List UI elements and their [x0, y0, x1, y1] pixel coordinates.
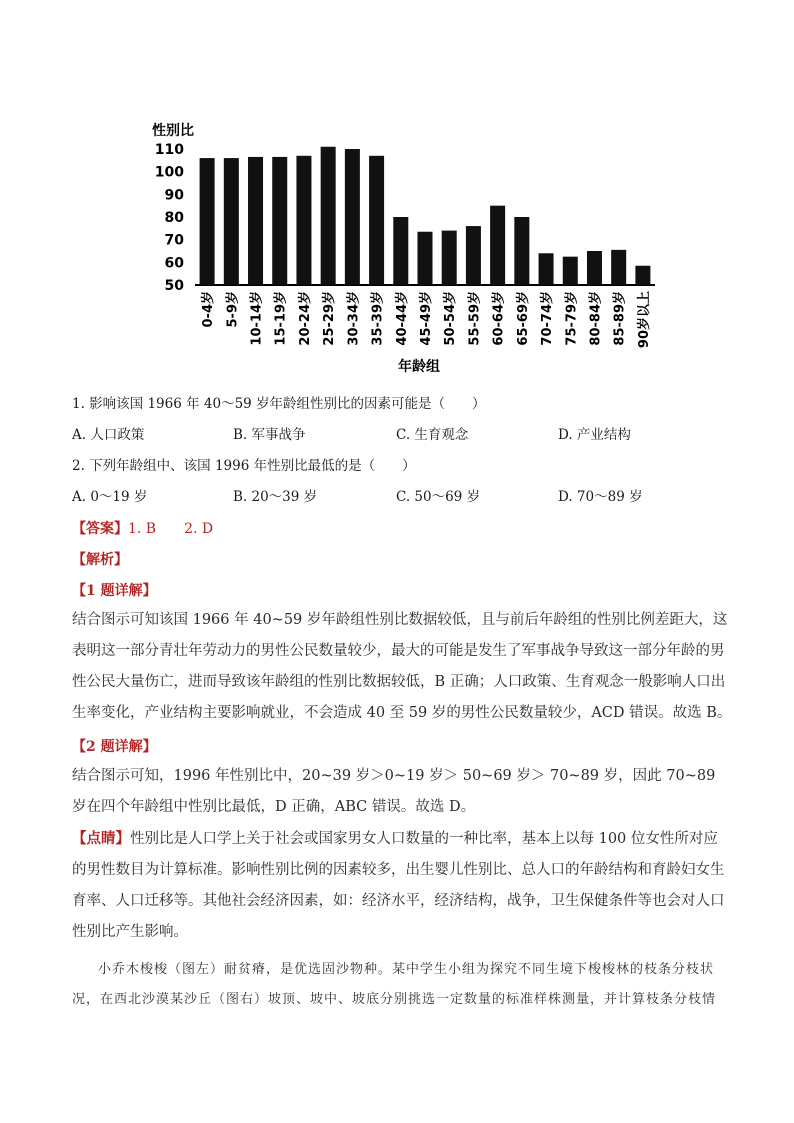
q2-option-b[interactable]: B. 20～39 岁 [233, 489, 318, 505]
y-tick-label: 60 [164, 255, 184, 272]
x-tick-labels [200, 291, 652, 348]
analysis-label: 【解析】 [72, 552, 128, 568]
bar [248, 157, 263, 285]
q1-option-d[interactable]: D. 产业结构 [558, 427, 631, 443]
bar [490, 206, 505, 285]
q2-option-d[interactable]: D. 70～89 岁 [558, 489, 643, 505]
answer-text: 1. B 2. D [128, 521, 214, 537]
bar [563, 257, 578, 285]
next-passage-text: 小乔木梭梭（图左）耐贫瘠，是优选固沙物种。某中学生小组为探究不同生境下梭梭林的枝条分枝状况，在西北沙漠某沙丘（图右）坡顶、坡中、坡底分别挑选一定数量的标准样株测量，并计算枝条分枝情 [72, 962, 717, 1007]
q1-option-b[interactable]: B. 军事战争 [233, 427, 306, 443]
x-tick-label: 75-79岁 [564, 291, 580, 346]
bars-group [200, 147, 651, 285]
y-tick-labels [155, 142, 184, 294]
q2-option-c[interactable]: C. 50～69 岁 [396, 489, 481, 505]
answer-label: 【答案】 [72, 521, 128, 537]
x-tick-label: 10-14岁 [249, 291, 265, 346]
q2-option-a[interactable]: A. 0～19 岁 [72, 489, 148, 505]
bar [635, 266, 650, 285]
bar [417, 232, 432, 285]
y-tick-label: 70 [164, 232, 184, 249]
x-axis-title: 年龄组 [398, 359, 440, 375]
y-tick-label: 100 [154, 164, 184, 181]
x-tick-label: 0-4岁 [201, 291, 217, 328]
question-1-stem: 1. 影响该国 1966 年 40～59 岁年龄组性别比的因素可能是（ ） [72, 396, 486, 412]
bar [296, 156, 311, 285]
x-tick-label: 20-24岁 [297, 291, 313, 346]
bar [393, 217, 408, 285]
y-tick-label: 80 [164, 210, 184, 226]
x-tick-label: 85-89岁 [612, 291, 628, 346]
y-tick-label: 90 [164, 187, 184, 204]
bar [514, 217, 529, 285]
bar [539, 253, 554, 285]
x-tick-label: 80-84岁 [588, 291, 604, 346]
detail-1-label: 【1 题详解】 [72, 583, 157, 599]
x-tick-label: 45-49岁 [419, 291, 434, 346]
x-tick-label: 40-44岁 [394, 291, 410, 346]
bar [587, 251, 602, 285]
x-tick-label: 65-69岁 [515, 291, 531, 346]
bar [466, 226, 481, 285]
bar [442, 231, 457, 285]
x-tick-label: 50-54岁 [443, 291, 459, 346]
detail-2-label: 【2 题详解】 [72, 739, 157, 755]
q1-option-a[interactable]: A. 人口政策 [72, 427, 145, 443]
q1-option-c[interactable]: C. 生育观念 [396, 427, 469, 443]
x-tick-label: 5-9岁 [225, 291, 241, 328]
question-2-stem: 2. 下列年龄组中、该国 1996 年性别比最低的是（ ） [72, 458, 416, 474]
bar [272, 157, 287, 285]
x-tick-label: 70-74岁 [540, 291, 556, 346]
x-tick-label: 60-64岁 [491, 291, 507, 346]
detail-1-text: 结合图示可知该国 1966 年 40~59 岁年龄组性别比数据较低，且与前后年龄组的性别比例差距大，这表明这一部分青壮年劳动力的男性公民数量较少，最大的可能是发生了军事战争导致这一部分年龄的男性公民大量伤亡，进而导致该年龄组的性别比数据较低，B 正确；人口政策、生育观念一般影响人口出生率变化，产业结构主要影响就业，不会造成 40 至 59 岁的男性公民数量较少，ACD 错误。故选 B。 [72, 612, 732, 721]
bar [611, 250, 626, 285]
answer-line [72, 519, 213, 539]
bar [369, 156, 384, 285]
y-axis-title: 性别比 [152, 123, 194, 139]
x-tick-label: 90岁以上 [636, 291, 652, 349]
y-tick-label: 50 [164, 278, 184, 294]
x-tick-label: 25-29岁 [322, 291, 338, 346]
y-tick-label: 110 [154, 142, 184, 158]
x-tick-label: 15-19岁 [273, 291, 289, 346]
x-tick-label: 30-34岁 [346, 291, 362, 346]
tip-label: 【点睛】 [72, 830, 130, 847]
bar [345, 149, 360, 285]
x-tick-label: 35-39岁 [370, 291, 386, 346]
x-tick-label: 55-59岁 [467, 291, 483, 346]
sex-ratio-bar-chart [140, 115, 670, 380]
bar [321, 147, 336, 285]
tip-block [72, 823, 732, 948]
detail-2-text: 结合图示可知，1996 年性别比中，20~39 岁＞0~19 岁＞ 50~69 岁＞ 70~89 岁，因此 70~89 岁在四个年龄组中性别比最低，D 正确，ABC 错误。故选 D。 [72, 768, 716, 815]
bar [224, 158, 239, 285]
bar [200, 158, 215, 285]
tip-text: 性别比是人口学上关于社会或国家男女人口数量的一种比率，基本上以每 100 位女性所对应的男性数目为计算标准。影响性别比例的因素较多，出生婴儿性别比、总人口的年龄结构和育龄妇女生育率、人口迁移等。其他社会经济因素，如：经济水平，经济结构，战争，卫生保健条件等也会对人口性别比产生影响。 [72, 831, 725, 940]
